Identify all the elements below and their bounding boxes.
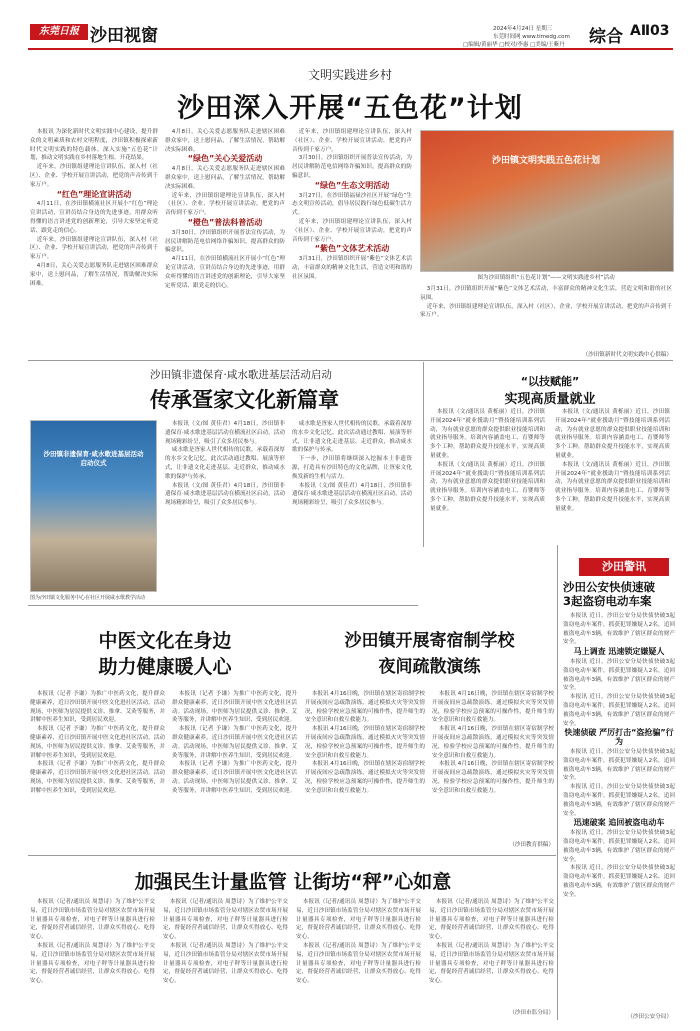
story1-photo-banner: 沙田镇文明实践五色花计划: [491, 156, 600, 166]
police-body: 本报讯 近日，沙田公安分局快侦快破3起盗窃电动车案件，抓获犯罪嫌疑人2名，追回被盗电动车3辆，有效维护了辖区群众的财产安全。 马上调查 迅速锁定嫌疑人 本报讯 近日，沙田公安分局快侦快破3起盗窃电动车案件，抓获犯罪嫌疑人2名，追回被盗电动车3辆，有效维护了辖区群众的财产安全。 本报讯 近日，沙田公安分局快侦快破3起盗窃电动车案件，抓获犯罪嫌疑人2名，追回被盗电动车3辆，有效维护了辖区群众的财产安全。 快速侦破 严厉打击“盗抢骗”行为 本报讯 近日，沙田公安分局快侦快破3起盗窃电动车案件，抓获犯罪嫌疑人2名，追回被盗电动车3辆，有效维护了辖区群众的财产安全。 本报讯 近日，沙田公安分局快侦快破3起盗窃电动车案件，抓获犯罪嫌疑人2名，追回被盗电动车3辆，有效维护了辖区群众的财产安全。 迅速破案 追回被盗电动车 本报讯 近日，沙田公安分局快侦快破3起盗窃电动车案件，抓获犯罪嫌疑人2名，追回被盗电动车3辆，有效维护了辖区群众的财产安全。 本报讯 近日，沙田公安分局快侦快破3起盗窃电动车案件，抓获犯罪嫌疑人2名，追回被盗电动车3辆，有效维护了辖区群众的财产安全。: [563, 613, 675, 898]
police-headline: 沙田公安快侦速破 3起盗窃电动车案: [563, 580, 655, 608]
story2-col1: 本报讯（文/图 黄佳君）4月18日，沙田镇非遗保育·咸水歌进基层活动在横流社区启动，活动现场精彩纷呈，吸引了众多居民参与。 咸水歌是疍家人世代相传的民歌，承载着深厚的水乡文化记忆。此次活动通过教唱、展演等形式，让非遗文化走进基层、走近群众，推动咸水歌的保护与传承。 本报讯（文/图 黄佳君）4月18日，沙田镇非遗保育·咸水歌进基层活动在横流社区启动，活动现场精彩纷呈，吸引了众多居民参与。: [165, 421, 285, 507]
police-byline: （沙田公安分局）: [627, 1014, 672, 1020]
editors: □编辑/黄丽华 □校对/李惠 □美编/王紫丹: [463, 42, 565, 48]
story1-headline: 沙田深入开展“五色花”计划: [177, 93, 523, 124]
story1-byline: （沙田镇新时代文明实践中心供稿）: [582, 352, 672, 358]
story1-col1: 本报讯 为深化新时代文明实践中心建设，提升群众的文明素质和农村文明程度，沙田镇积极探索新时代文明实践的特色载体，深入实施“五色花”计划，推动文明实践在乡村落地生根、开花结果。 近年来，沙田镇组建理论宣讲队伍，深入村（社区）、企业、学校开展宣讲活动，把党的声音传到千家万户。 “红色”理论宣讲活动 4月11日，在沙田镇横流社区开展小“红色”理论宣讲活动，宣讲员结合身边的先进事迹，用群众听得懂的语言讲述党的创新理论，引导大家坚定听党话、跟党走的信心。 近年来，沙田镇组建理论宣讲队伍，深入村（社区）、企业、学校开展宣讲活动，把党的声音传到千家万户。 4月8日，关心关爱志愿服务队走进辖区困难群众家中，送上慰问品，了解生活情况，帮助解决实际困难。: [30, 129, 158, 287]
story6-col4: 本报讯（记者/通讯员 周慧诗）为了维护公平交易，近日沙田镇市场监管分局对辖区农贸市场开展计量器具专项检查，对电子秤等计量器具进行检定，督促经营者诚信经营，让群众买得放心、吃得安心。 本报讯（记者/通讯员 周慧诗）为了维护公平交易，近日沙田镇市场监管分局对辖区农贸市场开展计量器具专项检查，对电子秤等计量器具进行检定，督促经营者诚信经营，让群众买得放心、吃得安心。: [429, 899, 554, 985]
page-title: 综合: [589, 27, 623, 47]
story5-col2: 本报讯 4月16日晚，沙田镇在辖区寄宿制学校开展夜间应急疏散演练，通过模拟火灾等突发情况，检验学校应急预案的可操作性，提升师生的安全意识和自救互救能力。 本报讯 4月16日晚，沙田镇在辖区寄宿制学校开展夜间应急疏散演练，通过模拟火灾等突发情况，检验学校应急预案的可操作性，提升师生的安全意识和自救互救能力。 本报讯 4月16日晚，沙田镇在辖区寄宿制学校开展夜间应急疏散演练，通过模拟火灾等突发情况，检验学校应急预案的可操作性，提升师生的安全意识和自救互救能力。: [432, 691, 554, 794]
story6-col2: 本报讯（记者/通讯员 周慧诗）为了维护公平交易，近日沙田镇市场监管分局对辖区农贸市场开展计量器具专项检查，对电子秤等计量器具进行检定，督促经营者诚信经营，让群众买得放心、吃得安心。 本报讯（记者/通讯员 周慧诗）为了维护公平交易，近日沙田镇市场监管分局对辖区农贸市场开展计量器具专项检查，对电子秤等计量器具进行检定，督促经营者诚信经营，让群众买得放心、吃得安心。: [163, 899, 288, 985]
section-name: 沙田视窗: [90, 26, 158, 46]
story1-kicker: 文明实践进乡村: [307, 68, 392, 82]
police-sub2: 快速侦破 严厉打击“盗抢骗”行为: [564, 728, 674, 747]
story5-headline: 沙田镇开展寄宿制学校 夜间疏散演练: [344, 631, 515, 677]
story2-kicker: 沙田镇非遗保育·咸水歌进基层活动启动: [150, 369, 332, 381]
story4-headline: 中医文化在身边 助力健康暖人心: [98, 630, 232, 678]
story5-byline: （沙田教育供稿）: [509, 842, 554, 848]
story1-photo: [420, 130, 674, 272]
story6-col1: 本报讯（记者/通讯员 周慧诗）为了维护公平交易，近日沙田镇市场监管分局对辖区农贸市场开展计量器具专项检查，对电子秤等计量器具进行检定，督促经营者诚信经营，让群众买得放心、吃得安心。 本报讯（记者/通讯员 周慧诗）为了维护公平交易，近日沙田镇市场监管分局对辖区农贸市场开展计量器具专项检查，对电子秤等计量器具进行检定，督促经营者诚信经营，让群众买得放心、吃得安心。: [30, 899, 155, 985]
story6-byline: （沙田市监分局）: [509, 1010, 554, 1016]
police-sub3: 迅速破案 追回被盗电动车: [573, 818, 665, 828]
vertical-divider-top: [423, 362, 424, 547]
story1-sub-law: “橙色”普法科普活动: [187, 217, 263, 227]
police-badge: 沙田警讯: [579, 558, 669, 576]
story3-kicker: “以技赋能”: [520, 375, 580, 388]
story2-photo-screen-text: 沙田镇非遗保育·咸水歌进基层活动启动仪式: [43, 450, 144, 467]
story1-sub-culture: “紫色”文体艺术活动: [314, 244, 390, 254]
story3-col2: 本报讯（文/通讯员 黄栎丽）近日，沙田镇开展2024年“就业援助月”暨技能培训系列活动，为有就业意愿的群众提供职业技能培训和就业指导服务。培训内容涵盖电工、育婴师等多个工种，帮助群众提升技能水平，实现高质量就业。 本报讯（文/通讯员 黄栎丽）近日，沙田镇开展2024年“就业援助月”暨技能培训系列活动，为有就业意愿的群众提供职业技能培训和就业指导服务。培训内容涵盖电工、育婴师等多个工种，帮助群众提升技能水平，实现高质量就业。: [555, 409, 670, 512]
page-number: AⅡ03: [630, 23, 670, 39]
story3-headline: 实现高质量就业: [504, 392, 596, 407]
story4-col1: 本报讯（记者 予谦）为推广中医药文化，提升群众健康素养，近日沙田镇开展中医文化进社区活动。活动现场，中医师为居民提供义诊、推拿、艾灸等服务，并讲解中医养生知识，受到居民欢迎。 本报讯（记者 予谦）为推广中医药文化，提升群众健康素养，近日沙田镇开展中医文化进社区活动。活动现场，中医师为居民提供义诊、推拿、艾灸等服务，并讲解中医养生知识，受到居民欢迎。 本报讯（记者 予谦）为推广中医药文化，提升群众健康素养，近日沙田镇开展中医文化进社区活动。活动现场，中医师为居民提供义诊、推拿、艾灸等服务，并讲解中医养生知识，受到居民欢迎。: [30, 691, 165, 794]
story1-sub-care: “绿色”关心关爱活动: [187, 154, 263, 164]
story6-col3: 本报讯（记者/通讯员 周慧诗）为了维护公平交易，近日沙田镇市场监管分局对辖区农贸市场开展计量器具专项检查，对电子秤等计量器具进行检定，督促经营者诚信经营，让群众买得放心、吃得安心。 本报讯（记者/通讯员 周慧诗）为了维护公平交易，近日沙田镇市场监管分局对辖区农贸市场开展计量器具专项检查，对电子秤等计量器具进行检定，督促经营者诚信经营，让群众买得放心、吃得安心。: [296, 899, 421, 985]
website: 东莞时间网 www.timedg.com: [493, 34, 570, 40]
masthead-rule: [28, 48, 673, 50]
story4-col2: 本报讯（记者 予谦）为推广中医药文化，提升群众健康素养，近日沙田镇开展中医文化进社区活动。活动现场，中医师为居民提供义诊、推拿、艾灸等服务，并讲解中医养生知识，受到居民欢迎。 本报讯（记者 予谦）为推广中医药文化，提升群众健康素养，近日沙田镇开展中医文化进社区活动。活动现场，中医师为居民提供义诊、推拿、艾灸等服务，并讲解中医养生知识，受到居民欢迎。 本报讯（记者 予谦）为推广中医药文化，提升群众健康素养，近日沙田镇开展中医文化进社区活动。活动现场，中医师为居民提供义诊、推拿、艾灸等服务，并讲解中医养生知识，受到居民欢迎。: [172, 691, 297, 794]
story2-photo-caption: 图为沙田镇文化服务中心在社区开展咸水歌教学活动: [30, 595, 146, 601]
story1-sub-eco: “绿色”生态文明活动: [314, 180, 390, 190]
divider-story2: [28, 605, 418, 606]
story2-col2: 咸水歌是疍家人世代相传的民歌，承载着深厚的水乡文化记忆。此次活动通过教唱、展演等形式，让非遗文化走进基层、走近群众，推动咸水歌的保护与传承。 下一步，沙田镇将继续深入挖掘本土非遗资源，打造具有沙田特色的文化品牌，让疍家文化焕发新的生机与活力。 本报讯（文/图 黄佳君）4月18日，沙田镇非遗保育·咸水歌进基层活动在横流社区启动，活动现场精彩纷呈，吸引了众多居民参与。: [292, 421, 412, 507]
story1-sub-red: “红色”理论宣讲活动: [56, 189, 132, 199]
story2-photo: [30, 420, 157, 592]
edition-date: 2024年4月24日 星期三: [493, 26, 553, 32]
masthead: [0, 14, 700, 50]
story1-col3: 近年来，沙田镇组建理论宣讲队伍，深入村（社区）、企业、学校开展宣讲活动，把党的声音传到千家万户。 3月30日，沙田镇组织开展普法宣传活动，为居民讲解防范电信网络诈骗知识，提高群众的防骗意识。 “绿色”生态文明活动 3月27日，在沙田镇福禄沙社区开展“绿色”生态文明宣传活动，倡导居民践行绿色低碳生活方式。 近年来，沙田镇组建理论宣讲队伍，深入村（社区）、企业、学校开展宣讲活动，把党的声音传到千家万户。 “紫色”文体艺术活动 3月31日，沙田镇组织开展“紫色”文体艺术活动，丰富群众的精神文化生活，营造文明和谐的社区氛围。: [292, 129, 412, 280]
divider-story1: [28, 360, 673, 361]
logo: 东莞日报: [30, 24, 88, 40]
vertical-divider: [557, 545, 558, 1020]
story1-col2: 4月8日，关心关爱志愿服务队走进辖区困难群众家中，送上慰问品，了解生活情况，帮助解决实际困难。 “绿色”关心关爱活动 4月8日，关心关爱志愿服务队走进辖区困难群众家中，送上慰问品，了解生活情况，帮助解决实际困难。 近年来，沙田镇组建理论宣讲队伍，深入村（社区）、企业、学校开展宣讲活动，把党的声音传到千家万户。 “橙色”普法科普活动 3月30日，沙田镇组织开展普法宣传活动，为居民讲解防范电信网络诈骗知识，提高群众的防骗意识。 4月11日，在沙田镇横流社区开展小“红色”理论宣讲活动，宣讲员结合身边的先进事迹，用群众听得懂的语言讲述党的创新理论，引导大家坚定听党话、跟党走的信心。: [165, 129, 285, 289]
police-sub1: 马上调查 迅速锁定嫌疑人: [573, 647, 665, 657]
story2-headline: 传承疍家文化新篇章: [150, 388, 339, 412]
divider-story5: [28, 855, 556, 856]
story6-headline: 加强民生计量监管 让街坊“秤”心如意: [134, 871, 452, 893]
story3-col1: 本报讯（文/通讯员 黄栎丽）近日，沙田镇开展2024年“就业援助月”暨技能培训系列活动，为有就业意愿的群众提供职业技能培训和就业指导服务。培训内容涵盖电工、育婴师等多个工种，帮助群众提升技能水平，实现高质量就业。 本报讯（文/通讯员 黄栎丽）近日，沙田镇开展2024年“就业援助月”暨技能培训系列活动，为有就业意愿的群众提供职业技能培训和就业指导服务。培训内容涵盖电工、育婴师等多个工种，帮助群众提升技能水平，实现高质量就业。: [430, 409, 545, 512]
story1-col4: 3月31日，沙田镇组织开展“紫色”文体艺术活动，丰富群众的精神文化生活，营造文明和谐的社区氛围。 近年来，沙田镇组建理论宣讲队伍，深入村（社区）、企业、学校开展宣讲活动，把党的声音传到千家万户。: [420, 286, 672, 319]
story1-photo-caption: 图为沙田镇组织“五色花计划”——文明实践进乡村”活动: [477, 275, 615, 281]
story5-col1: 本报讯 4月16日晚，沙田镇在辖区寄宿制学校开展夜间应急疏散演练，通过模拟火灾等突发情况，检验学校应急预案的可操作性，提升师生的安全意识和自救互救能力。 本报讯 4月16日晚，沙田镇在辖区寄宿制学校开展夜间应急疏散演练，通过模拟火灾等突发情况，检验学校应急预案的可操作性，提升师生的安全意识和自救互救能力。 本报讯 4月16日晚，沙田镇在辖区寄宿制学校开展夜间应急疏散演练，通过模拟火灾等突发情况，检验学校应急预案的可操作性，提升师生的安全意识和自救互救能力。: [305, 691, 425, 794]
